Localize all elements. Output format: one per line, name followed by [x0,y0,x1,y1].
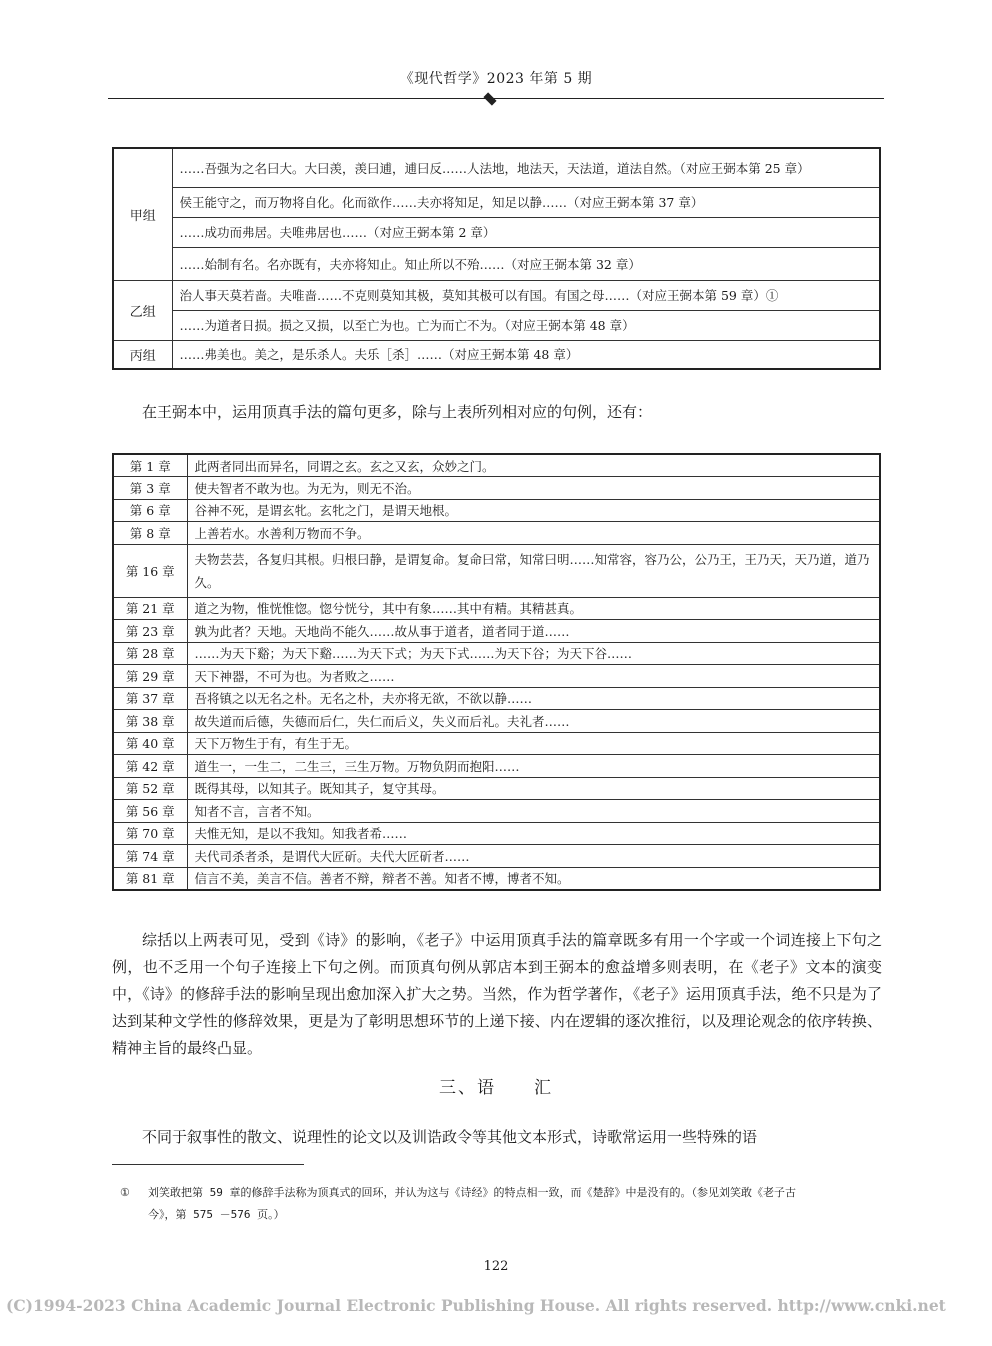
table-row [113,247,880,280]
table-row [113,732,880,755]
quote-cell: 吾将镇之以无名之朴。无名之朴，夫亦将无欲，不欲以静…… [187,687,880,710]
table-row [113,822,880,845]
chapter-cell: 第 38 章 [113,710,187,733]
table-row [113,800,880,823]
chapter-cell: 第 16 章 [113,544,187,597]
quote-cell: 天下万物生于有，有生于无。 [187,732,880,755]
table-row [113,148,880,187]
quote-cell: 夫代司杀者杀，是谓代大匠斫。夫代大匠斫者…… [187,845,880,868]
chapter-cell: 第 3 章 [113,477,187,500]
header-rule [108,98,884,99]
quote-cell: 孰为此者？天地。天地尚不能久……故从事于道者，道者同于道…… [187,620,880,643]
footnote [120,1182,882,1226]
table-row [113,867,880,890]
table-row [113,499,880,522]
quote-cell: 天下神器，不可为也。为者败之…… [187,665,880,688]
table-row [113,755,880,778]
paragraph: 在王弼本中，运用顶真手法的篇句更多，除与上表所列相对应的句例，还有： [142,403,653,421]
footnote-rule [112,1164,304,1165]
running-title: 《现代哲学》2023 年第 5 期 [399,71,593,87]
section-heading: 三、语 汇 [439,1078,553,1098]
chapter-cell: 第 56 章 [113,800,187,823]
quote-cell: 谷神不死，是谓玄牝。玄牝之门，是谓天地根。 [187,499,880,522]
quote-cell: 此两者同出而异名，同谓之玄。玄之又玄，众妙之门。 [187,454,880,477]
chapter-table-wangbi [112,453,881,891]
table-row [113,187,880,217]
footnote-mark: ① [120,1186,130,1199]
chapter-cell: 第 6 章 [113,499,187,522]
table-row [113,454,880,477]
chapter-cell: 第 81 章 [113,867,187,890]
chapter-cell: 第 52 章 [113,777,187,800]
table-row [113,710,880,733]
table-row [113,620,880,643]
quote-cell: 信言不美，美言不信。善者不辩，辩者不善。知者不博，博者不知。 [187,867,880,890]
table-row [113,597,880,620]
chapter-cell: 第 8 章 [113,522,187,545]
table-row [113,642,880,665]
table-row [113,280,880,310]
table-cell: ……成功而弗居。夫唯弗居也……（对应王弼本第 2 章） [172,217,880,247]
chapter-cell: 第 70 章 [113,822,187,845]
paragraph: 综括以上两表可见，受到《诗》的影响，《老子》中运用顶真手法的篇章既多有用一个字或一个词连接上下句之例，也不乏用一个句子连接上下句之例。而顶真句例从郭店本到王弼本的愈益增多则表明，在《老子》文本的演变中，《诗》的修辞手法的影响呈现出愈加深入扩大之势。当然，作为哲学著作，《老子》运用顶真手法，绝不只是为了达到某种文学性的修辞效果，更是为了彰明思想环节的上递下接、内在逻辑的逐次推衍，以及理论观念的依序转换、精神主旨的最终凸显。 [112,931,882,1057]
chapter-cell: 第 21 章 [113,597,187,620]
quote-cell: 夫惟无知，是以不我知。知我者希…… [187,822,880,845]
table-cell: ……始制有名。名亦既有，夫亦将知止。知止所以不殆……（对应王弼本第 32 章） [172,247,880,280]
table-cell: 侯王能守之，而万物将自化。化而欲作……夫亦将知足，知足以静……（对应王弼本第 37 章） [172,187,880,217]
chapter-cell: 第 40 章 [113,732,187,755]
quote-cell: ……为天下谿；为天下谿……为天下式；为天下式……为天下谷；为天下谷…… [187,642,880,665]
table-cell: 治人事天莫若啬。夫唯啬……不克则莫知其极，莫知其极可以有国。有国之母……（对应王弼本第 59 章）① [172,280,880,310]
table-cell: ……弗美也。美之，是乐杀人。夫乐［杀］……（对应王弼本第 48 章） [172,340,880,369]
chapter-cell: 第 74 章 [113,845,187,868]
table-row [113,522,880,545]
page-number: 122 [483,1259,509,1274]
quote-cell: 夫物芸芸，各复归其根。归根曰静，是谓复命。复命曰常，知常曰明……知常容，容乃公，公乃王，王乃天，天乃道，道乃久。 [187,544,880,597]
table-row [113,544,880,597]
table-row [113,665,880,688]
quote-cell: 道生一，一生二，二生三，三生万物。万物负阴而抱阳…… [187,755,880,778]
table-row [113,687,880,710]
group-label: 乙组 [113,280,172,340]
chapter-cell: 第 23 章 [113,620,187,643]
table-row [113,777,880,800]
table-row [113,477,880,500]
chapter-cell: 第 29 章 [113,665,187,688]
chapter-cell: 第 42 章 [113,755,187,778]
table-row [113,310,880,340]
chapter-cell: 第 1 章 [113,454,187,477]
footnote-text: 今》，第 575 －576 页。） [148,1208,285,1221]
table-row [113,845,880,868]
footnote-text: 刘笑敢把第 59 章的修辞手法称为顶真式的回环，并认为这与《诗经》的特点相一致，而《楚辞》中是没有的。（参见刘笑敢《老子古 [148,1186,796,1199]
chapter-cell: 第 28 章 [113,642,187,665]
group-label: 丙组 [113,340,172,369]
quote-cell: 使夫智者不敢为也。为无为，则无不治。 [187,477,880,500]
paragraph: 不同于叙事性的散文、说理性的论文以及训诰政令等其他文本形式，诗歌常运用一些特殊的语 [142,1128,758,1146]
quote-cell: 知者不言，言者不知。 [187,800,880,823]
copyright-notice: (C)1994-2023 China Academic Journal Electronic Publishing House. All rights reserved. http://www.cnki.net [6,1296,946,1315]
quote-cell: 上善若水。水善利万物而不争。 [187,522,880,545]
group-label: 甲组 [113,148,172,280]
quote-cell: 故失道而后德，失德而后仁，失仁而后义，失义而后礼。夫礼者…… [187,710,880,733]
chapter-cell: 第 37 章 [113,687,187,710]
quote-cell: 既得其母，以知其子。既知其子，复守其母。 [187,777,880,800]
quote-cell: 道之为物，惟恍惟惚。惚兮恍兮，其中有象……其中有精。其精甚真。 [187,597,880,620]
table-cell: ……为道者日损。损之又损，以至亡为也。亡为而亡不为。（对应王弼本第 48 章） [172,310,880,340]
table-row [113,340,880,369]
comparison-table-guodian [112,147,881,370]
header-diamond-ornament [483,92,496,105]
table-row [113,217,880,247]
table-cell: ……吾强为之名曰大。大曰羡，羡曰逋，逋曰反……人法地，地法天，天法道，道法自然。（对应王弼本第 25 章） [172,148,880,187]
